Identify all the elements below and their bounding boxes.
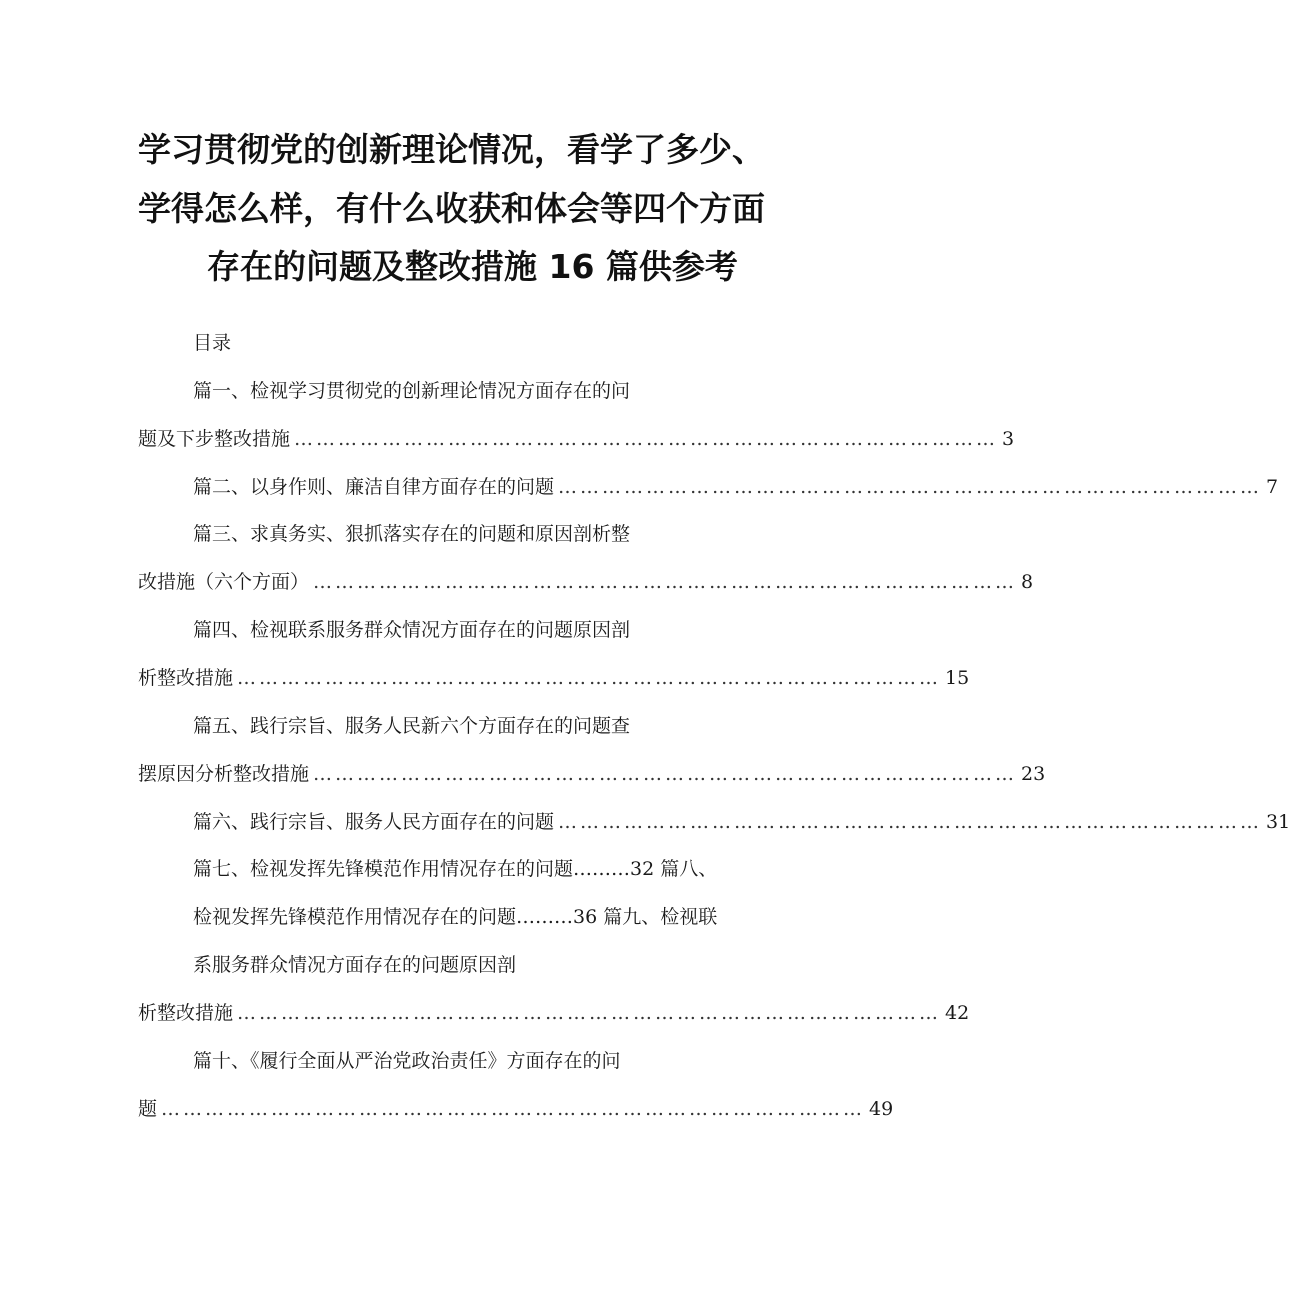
toc-entry-title-tail: 题 (138, 1098, 158, 1120)
toc-entry-4-line-2 (138, 667, 970, 689)
toc-heading: 目录 (193, 332, 232, 354)
toc-page-number: 7 (1266, 476, 1279, 498)
toc-entry-3-line-1: 篇三、求真务实、狠抓落实存在的问题和原因剖析整 (193, 523, 631, 545)
toc-page-number: 15 (945, 667, 970, 689)
leader-dots: …………………………………………………………………………………… (558, 811, 1263, 833)
toc-entry-title: 篇二、以身作则、廉洁自律方面存在的问题 (193, 476, 555, 498)
toc-entry-10-line-2 (138, 1098, 894, 1120)
toc-entry-6 (193, 811, 1290, 833)
toc-entry-title-tail: 析整改措施 (138, 1002, 234, 1024)
toc-entry-title-tail: 改措施（六个方面） (138, 571, 310, 593)
leader-dots: …………………………………………………………………………………… (237, 667, 942, 689)
toc-entry-title-tail: 题及下步整改措施 (138, 428, 291, 450)
toc-entry-title-tail: 析整改措施 (138, 667, 234, 689)
toc-entry-4-line-1: 篇四、检视联系服务群众情况方面存在的问题原因剖 (193, 619, 631, 641)
toc-page-number: 42 (945, 1002, 970, 1024)
leader-dots: …………………………………………………………………………………… (558, 476, 1263, 498)
leader-dots: …………………………………………………………………………………… (294, 428, 999, 450)
toc-entry-1-line-2 (138, 428, 1015, 450)
leader-dots: …………………………………………………………………………………… (237, 1002, 942, 1024)
leader-dots: …………………………………………………………………………………… (313, 763, 1018, 785)
toc-entry-title: 篇六、践行宗旨、服务人民方面存在的问题 (193, 811, 555, 833)
toc-entry-7-line: 篇七、检视发挥先锋模范作用情况存在的问题………32 篇八、 (193, 858, 718, 880)
toc-entry-5-line-2 (138, 763, 1046, 785)
leader-dots: …………………………………………………………………………………… (313, 571, 1018, 593)
toc-page-number: 8 (1021, 571, 1034, 593)
document-title-line-2: 学得怎么样，有什么收获和体会等四个方面 (138, 189, 765, 228)
toc-entry-10-line-1: 篇十、《履行全面从严治党政治责任》方面存在的问 (193, 1050, 621, 1072)
toc-entry-8-line: 检视发挥先锋模范作用情况存在的问题………36 篇九、检视联 (193, 906, 718, 928)
toc-entry-3-line-2 (138, 571, 1034, 593)
toc-page-number: 31 (1266, 811, 1290, 833)
toc-entry-1-line-1: 篇一、检视学习贯彻党的创新理论情况方面存在的问 (193, 380, 631, 402)
document-title-line-1: 学习贯彻党的创新理论情况，看学了多少、 (138, 130, 765, 169)
document-title-line-3: 存在的问题及整改措施 16 篇供参考 (207, 247, 738, 286)
toc-entry-9-line-1: 系服务群众情况方面存在的问题原因剖 (193, 954, 517, 976)
toc-page-number: 49 (869, 1098, 894, 1120)
leader-dots: …………………………………………………………………………………… (161, 1098, 866, 1120)
toc-entry-title-tail: 摆原因分析整改措施 (138, 763, 310, 785)
toc-entry-9-line-2 (138, 1002, 970, 1024)
toc-entry-5-line-1: 篇五、践行宗旨、服务人民新六个方面存在的问题查 (193, 715, 631, 737)
toc-page-number: 3 (1002, 428, 1015, 450)
toc-page-number: 23 (1021, 763, 1046, 785)
toc-entry-2 (193, 476, 1279, 498)
